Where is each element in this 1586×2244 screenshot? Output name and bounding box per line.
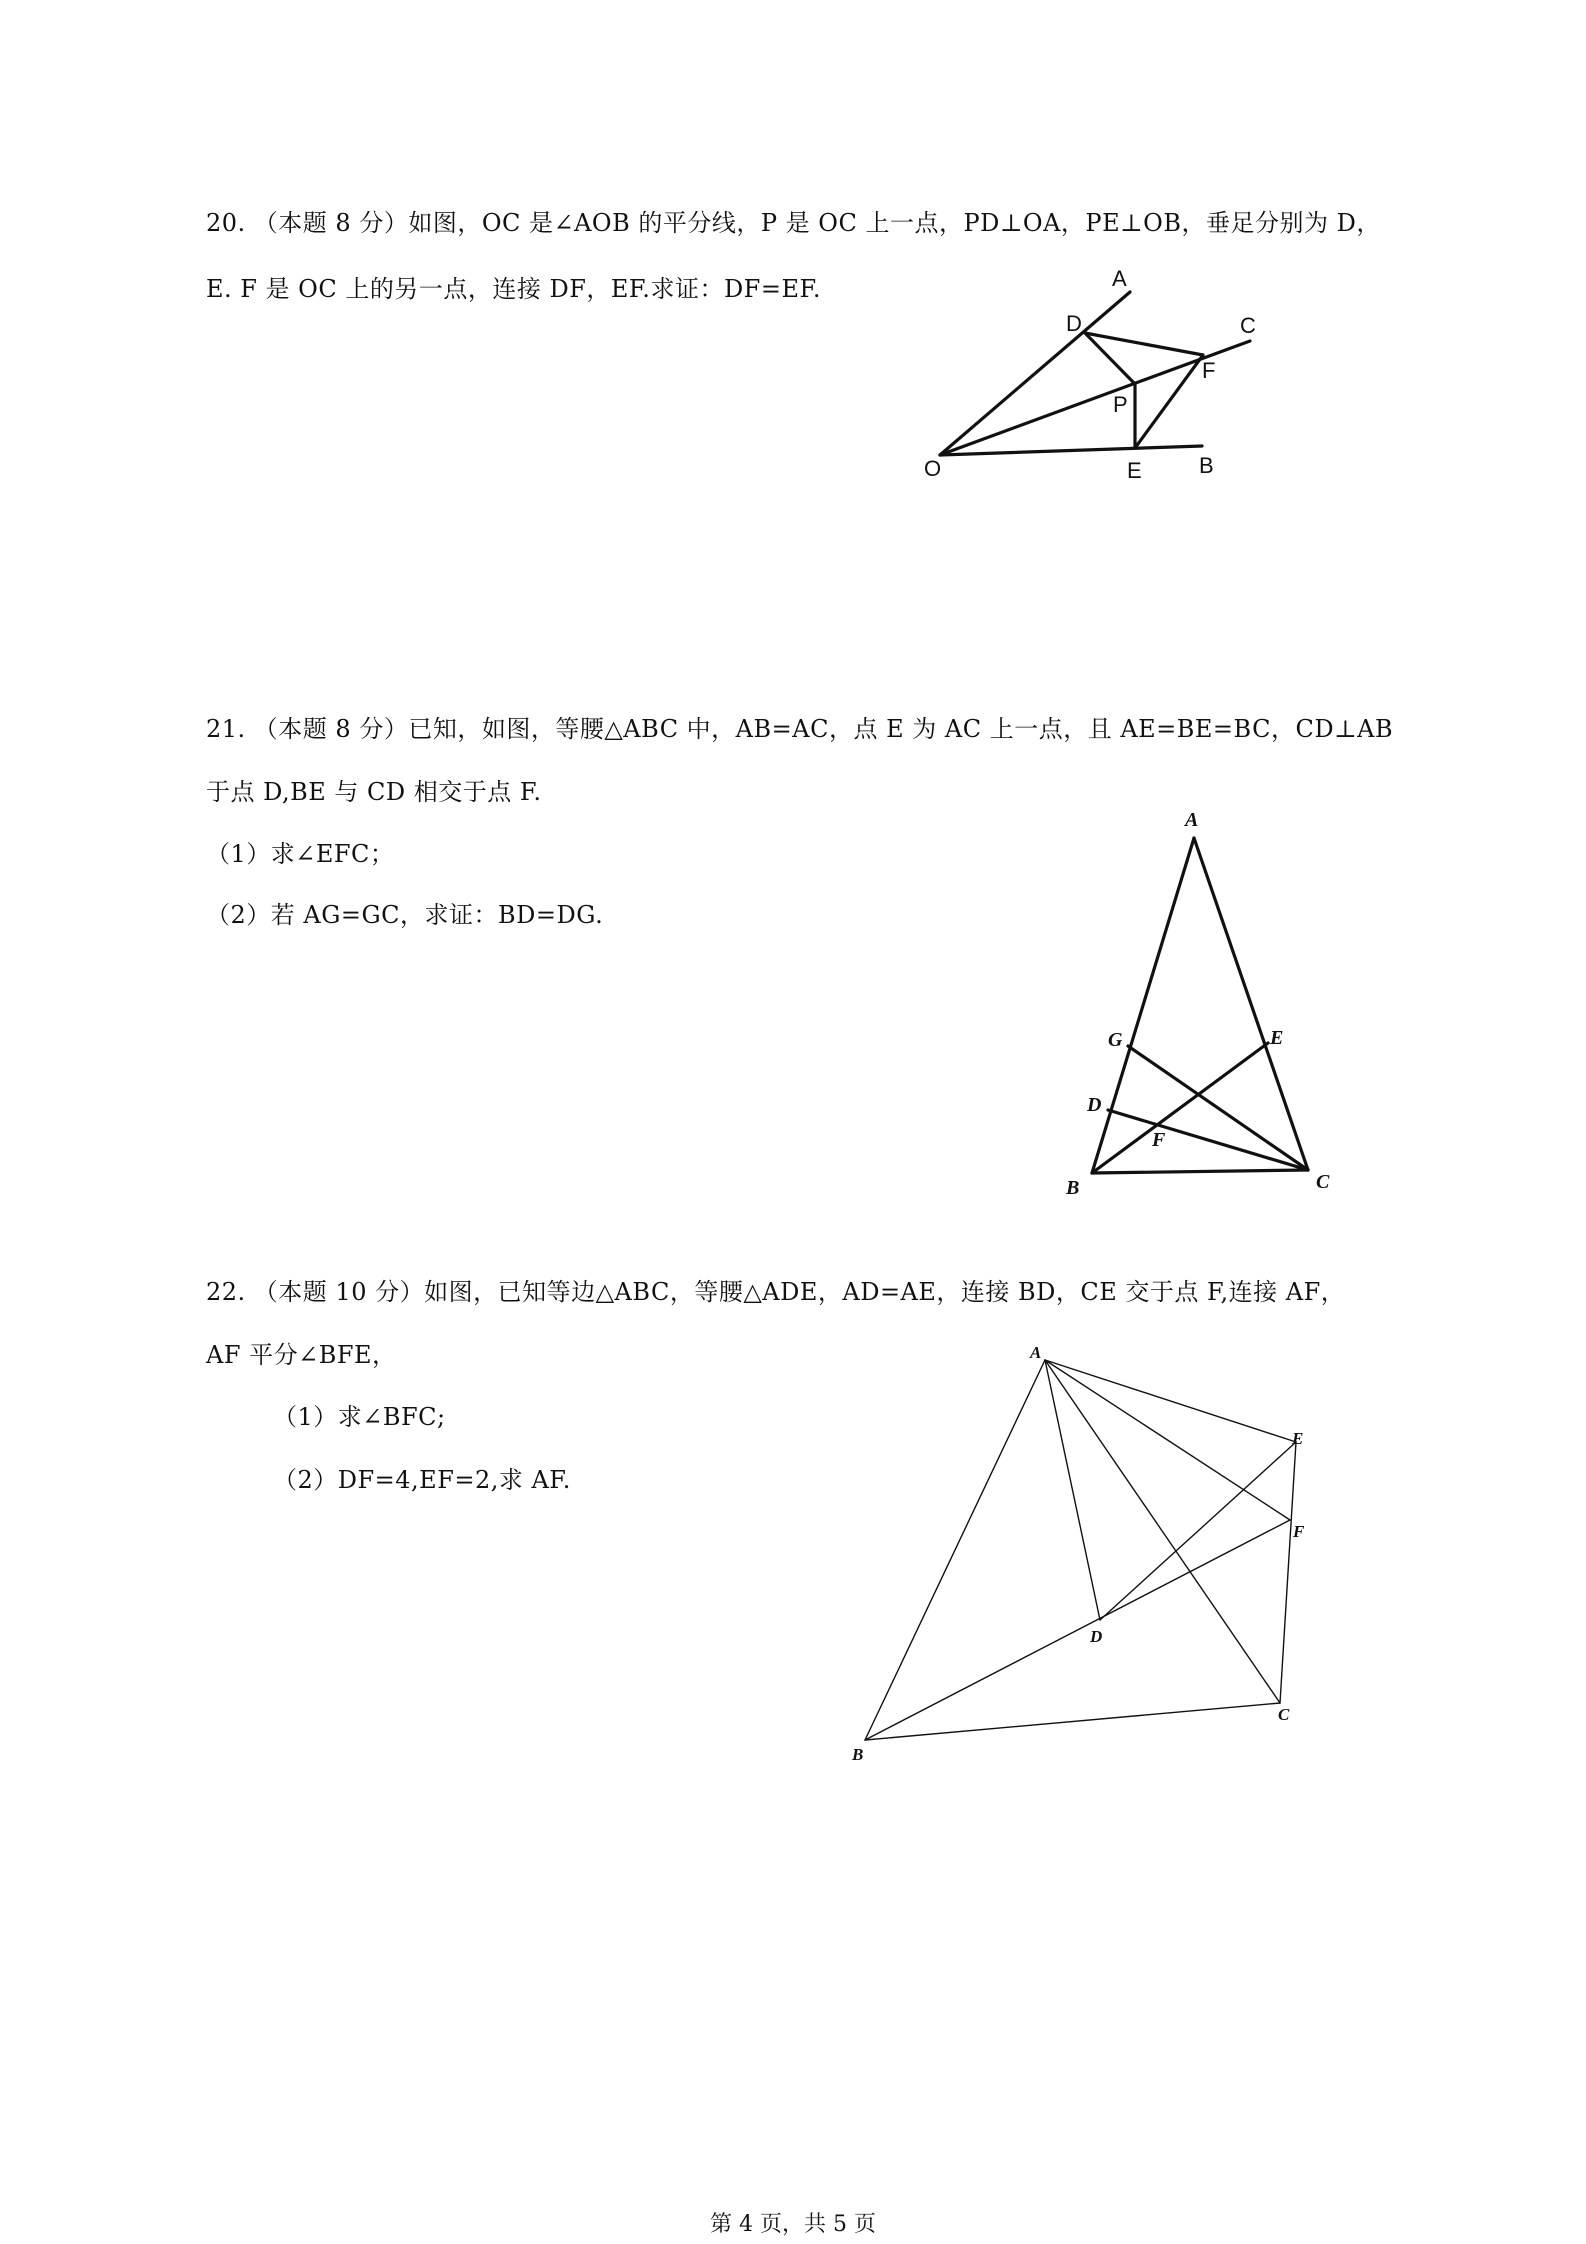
- q21-text-line2: 于点 D,BE 与 CD 相交于点 F.: [206, 778, 542, 806]
- q20-label-P: P: [1113, 392, 1128, 417]
- q20-label-F: F: [1202, 358, 1216, 383]
- q21-label-E: E: [1270, 1027, 1284, 1049]
- q20-label-A: A: [1112, 266, 1127, 291]
- q21-part1: （1）求∠EFC；: [206, 840, 395, 868]
- q21-label-G: G: [1108, 1029, 1123, 1051]
- q21-label-F: F: [1152, 1129, 1166, 1151]
- q20-label-D: D: [1066, 311, 1082, 336]
- q20-label-E: E: [1127, 458, 1142, 483]
- q21-text-line1: 21. （本题 8 分）已知，如图，等腰△ABC 中，AB=AC，点 E 为 AC 上一点，且 AE=BE=BC，CD⊥AB: [206, 715, 1394, 743]
- q22-text-line2: AF 平分∠BFE，: [206, 1341, 397, 1369]
- q20-label-O: O: [924, 456, 942, 481]
- page-footer: 第 4 页，共 5 页: [710, 2212, 876, 2237]
- q22-label-C: C: [1278, 1705, 1290, 1724]
- q21-part2: （2）若 AG=GC，求证：BD=DG.: [206, 901, 604, 929]
- q21-label-B: B: [1066, 1177, 1080, 1199]
- q22-label-A: A: [1030, 1343, 1042, 1362]
- q22-part1: （1）求∠BFC;: [273, 1403, 446, 1431]
- q20-text-line1: 20. （本题 8 分）如图，OC 是∠AOB 的平分线，P 是 OC 上一点，PD⊥OA，PE⊥OB，垂足分别为 D，: [206, 209, 1381, 237]
- q22-text-line1: 22. （本题 10 分）如图，已知等边△ABC，等腰△ADE，AD=AE，连接 BD，CE 交于点 F,连接 AF，: [206, 1278, 1346, 1306]
- q20-text-line2: E. F 是 OC 上的另一点，连接 DF，EF.求证：DF=EF.: [206, 275, 822, 303]
- q22-label-E: E: [1292, 1429, 1304, 1448]
- q21-label-C: C: [1316, 1171, 1330, 1193]
- q22-label-F: F: [1293, 1522, 1305, 1541]
- q22-label-B: B: [852, 1745, 864, 1764]
- q22-part2: （2）DF=4,EF=2,求 AF.: [273, 1466, 571, 1494]
- q21-label-D: D: [1087, 1094, 1102, 1116]
- q20-label-C: C: [1240, 313, 1256, 338]
- q22-label-D: D: [1090, 1627, 1103, 1646]
- q21-label-A: A: [1185, 809, 1199, 831]
- q20-label-B: B: [1199, 453, 1214, 478]
